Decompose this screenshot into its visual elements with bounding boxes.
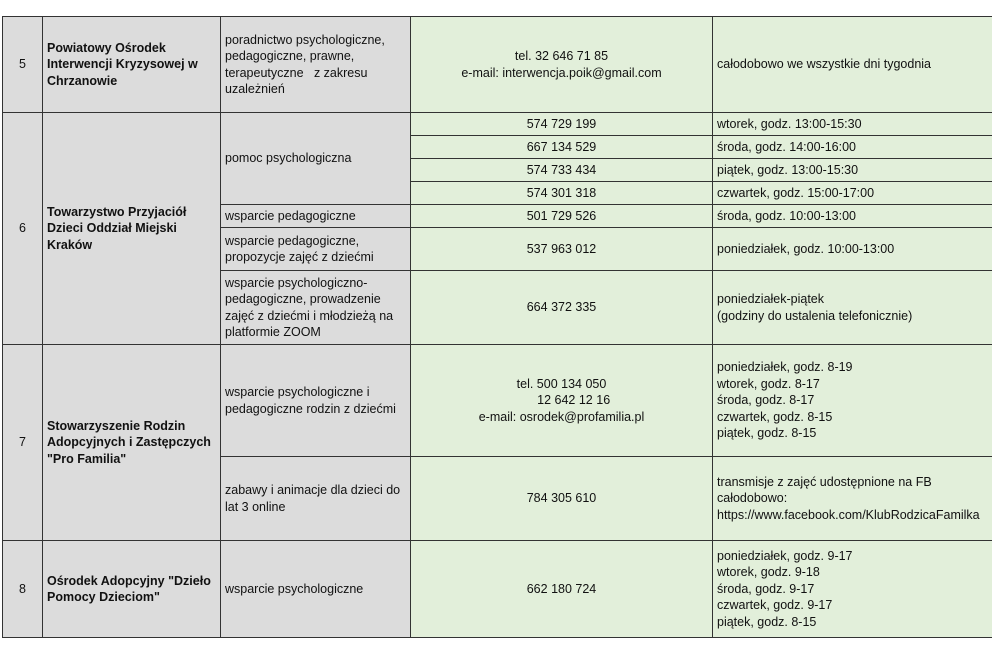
- contact-info: 574 729 199: [411, 113, 713, 136]
- contact-info: 667 134 529: [411, 136, 713, 159]
- service-description: wsparcie psychologiczno- pedagogiczne, prowadzenie zajęć z dziećmi i młodzieżą na platformie ZOOM: [221, 271, 411, 345]
- contact-info: tel. 32 646 71 85 e-mail: interwencja.poik@gmail.com: [411, 17, 713, 113]
- service-description: poradnictwo psychologiczne, pedagogiczne, prawne, terapeutyczne z zakresu uzależnień: [221, 17, 411, 113]
- service-description: wsparcie pedagogiczne, propozycje zajęć z dziećmi: [221, 228, 411, 271]
- service-description: pomoc psychologiczna: [221, 113, 411, 205]
- organization-name: Towarzystwo Przyjaciół Dzieci Oddział Miejski Kraków: [43, 113, 221, 345]
- contact-info: tel. 500 134 050 12 642 12 16 e-mail: osrodek@profamilia.pl: [411, 345, 713, 457]
- availability-hours: poniedziałek, godz. 10:00-13:00: [713, 228, 992, 271]
- table-row: [3, 113, 992, 136]
- contact-info: 501 729 526: [411, 205, 713, 228]
- availability-hours: transmisje z zajęć udostępnione na FB całodobowo: https://www.facebook.com/KlubRodzicaFamilka: [713, 457, 992, 541]
- availability-hours: poniedziałek, godz. 9-17 wtorek, godz. 9-18 środa, godz. 9-17 czwartek, godz. 9-17 piątek, godz. 8-15: [713, 541, 992, 638]
- availability-hours: środa, godz. 14:00-16:00: [713, 136, 992, 159]
- availability-hours: poniedziałek, godz. 8-19 wtorek, godz. 8-17 środa, godz. 8-17 czwartek, godz. 8-15 piątek, godz. 8-15: [713, 345, 992, 457]
- support-directory-table: [2, 16, 992, 638]
- table-row: [3, 541, 992, 638]
- contact-info: 574 733 434: [411, 159, 713, 182]
- availability-hours: czwartek, godz. 15:00-17:00: [713, 182, 992, 205]
- row-number: 6: [3, 113, 43, 345]
- organization-name: Stowarzyszenie Rodzin Adopcyjnych i Zastępczych "Pro Familia": [43, 345, 221, 541]
- table-row: [3, 17, 992, 113]
- contact-info: 537 963 012: [411, 228, 713, 271]
- availability-hours: całodobowo we wszystkie dni tygodnia: [713, 17, 992, 113]
- service-description: wsparcie psychologiczne: [221, 541, 411, 638]
- row-number: 8: [3, 541, 43, 638]
- contact-info: 664 372 335: [411, 271, 713, 345]
- contact-info: 662 180 724: [411, 541, 713, 638]
- service-description: zabawy i animacje dla dzieci do lat 3 online: [221, 457, 411, 541]
- availability-hours: piątek, godz. 13:00-15:30: [713, 159, 992, 182]
- service-description: wsparcie psychologiczne i pedagogiczne rodzin z dziećmi: [221, 345, 411, 457]
- organization-name: Ośrodek Adopcyjny "Dzieło Pomocy Dzieciom": [43, 541, 221, 638]
- service-description: wsparcie pedagogiczne: [221, 205, 411, 228]
- table-row: [3, 345, 992, 457]
- availability-hours: środa, godz. 10:00-13:00: [713, 205, 992, 228]
- facebook-link[interactable]: https://www.facebook.com/KlubRodzicaFamilka: [717, 507, 980, 522]
- availability-hours: poniedziałek-piątek (godziny do ustalenia telefonicznie): [713, 271, 992, 345]
- row-number: 5: [3, 17, 43, 113]
- contact-info: 784 305 610: [411, 457, 713, 541]
- row-number: 7: [3, 345, 43, 541]
- organization-name: Powiatowy Ośrodek Interwencji Kryzysowej w Chrzanowie: [43, 17, 221, 113]
- availability-hours: wtorek, godz. 13:00-15:30: [713, 113, 992, 136]
- contact-info: 574 301 318: [411, 182, 713, 205]
